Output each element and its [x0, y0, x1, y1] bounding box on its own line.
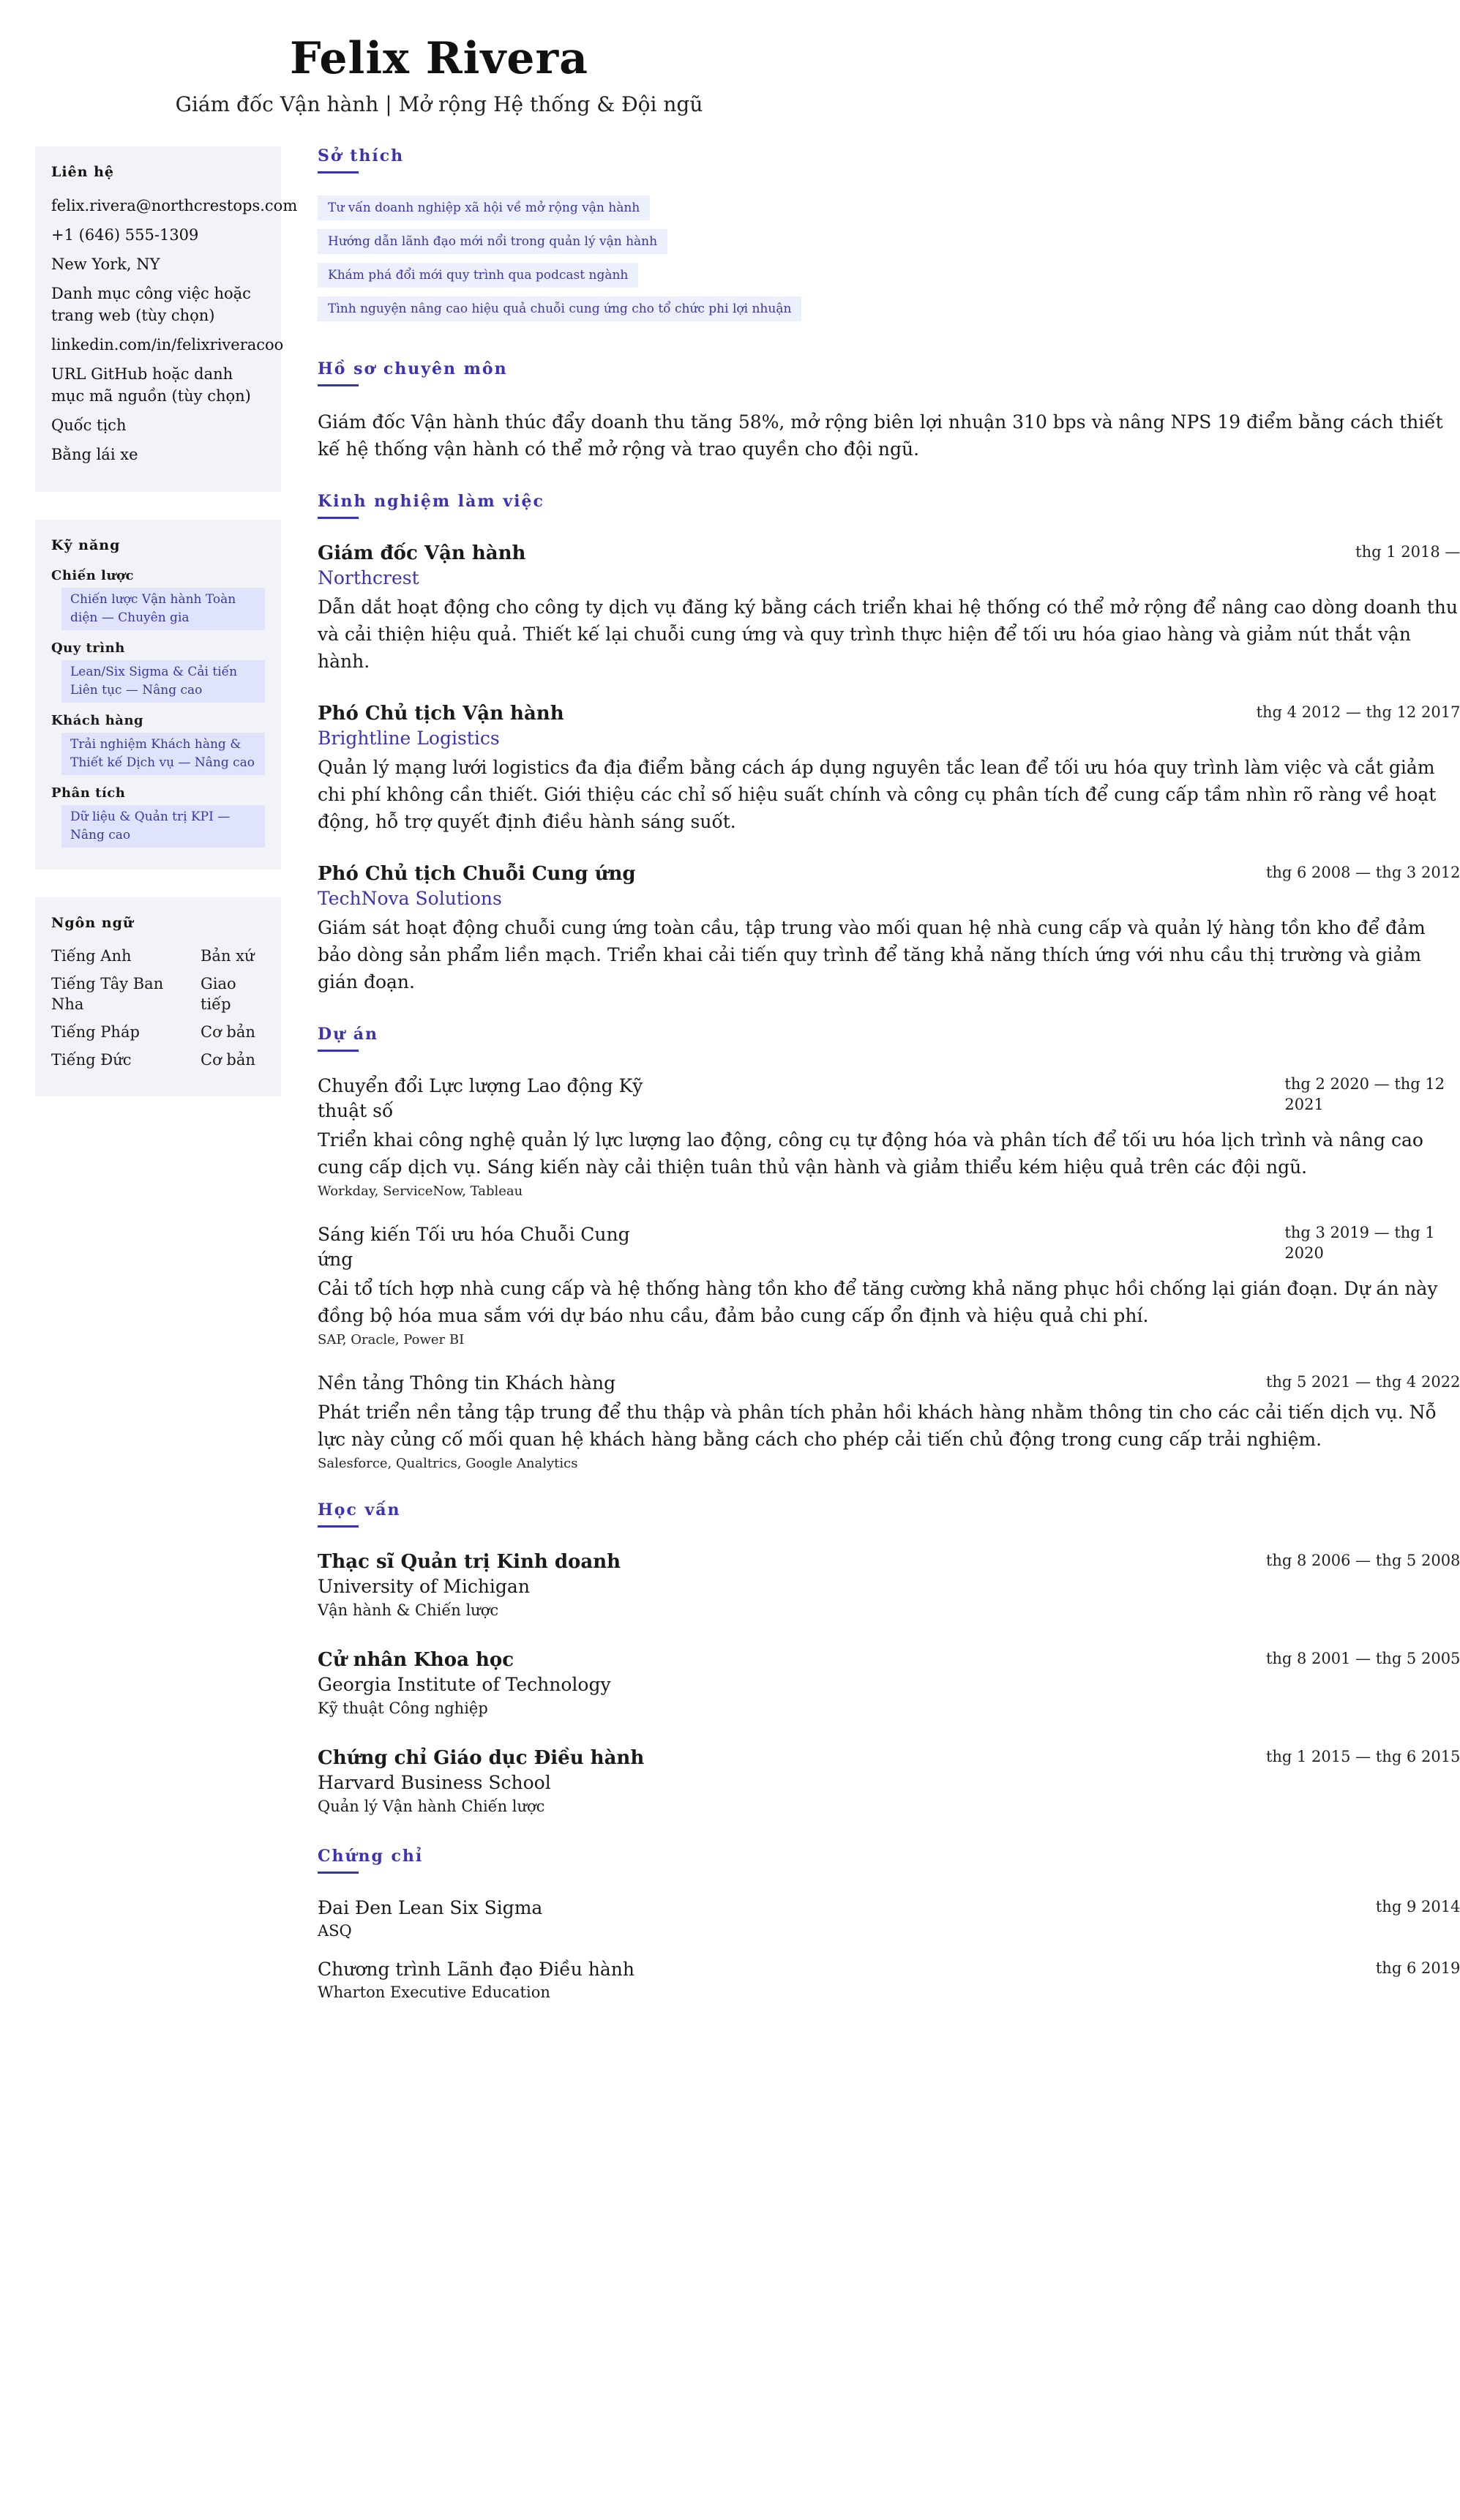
- skills-box: [35, 520, 281, 870]
- education-title: Học vấn: [318, 1500, 401, 1519]
- project-tech: Salesforce, Qualtrics, Google Analytics: [318, 1456, 578, 1471]
- education-date: thg 1 2015 — thg 6 2015: [1265, 1748, 1460, 1765]
- project-title: Sáng kiến Tối ưu hóa Chuỗi Cung ứng: [318, 1224, 630, 1270]
- contact-portfolio[interactable]: Danh mục công việc hoặc trang web (tùy chọn): [51, 285, 251, 324]
- interest-tag: Hướng dẫn lãnh đạo mới nổi trong quản lý vận hành: [318, 229, 667, 254]
- project-date: thg 3 2019 — thg 1 2020: [1284, 1224, 1435, 1262]
- language-level: Cơ bản: [201, 1051, 255, 1069]
- education-date: thg 8 2001 — thg 5 2005: [1265, 1650, 1460, 1667]
- skill-group-process: Quy trình: [51, 640, 125, 656]
- section-divider: [318, 1050, 359, 1052]
- education-field: Quản lý Vận hành Chiến lược: [318, 1798, 545, 1815]
- education-school: Harvard Business School: [318, 1772, 551, 1793]
- certifications-title: Chứng chỉ: [318, 1847, 424, 1866]
- contact-nationality: Quốc tịch: [51, 416, 127, 434]
- project-entry: [318, 1222, 1460, 1347]
- project-title: Nền tảng Thông tin Khách hàng: [318, 1372, 616, 1394]
- education-school: Georgia Institute of Technology: [318, 1674, 611, 1695]
- job-description: Quản lý mạng lưới logistics đa địa điểm bằng cách áp dụng nguyên tắc lean để tối ưu hóa quy trình làm việc và cắt giảm chi phí không cần thiết. Giới thiệu các chỉ số hiệu suất chính và công cụ phân tích để cung cấp tầm nhìn rõ ràng về hoạt động, hỗ trợ quyết định điều hành sáng suốt.: [318, 757, 1437, 832]
- job-date: thg 6 2008 — thg 3 2012: [1265, 864, 1460, 881]
- section-divider: [318, 171, 359, 173]
- contact-email[interactable]: felix.rivera@northcrestops.com: [51, 197, 298, 214]
- profile-summary: Giám đốc Vận hành thúc đẩy doanh thu tăng 58%, mở rộng biên lợi nhuận 310 bps và nâng NPS 19 điểm bằng cách thiết kế hệ thống vận hành có thể mở rộng và trao quyền cho đội ngũ.: [318, 411, 1443, 460]
- project-date: thg 2 2020 — thg 12 2021: [1284, 1075, 1445, 1113]
- interests-title: Sở thích: [318, 146, 405, 165]
- skill-group-analytics: Phân tích: [51, 785, 126, 801]
- language-level: Bản xứ: [201, 947, 255, 965]
- language-name: Tiếng Tây Ban Nha: [51, 975, 164, 1013]
- skill-group-strategy: Chiến lược: [51, 568, 134, 583]
- job-description: Dẫn dắt hoạt động cho công ty dịch vụ đăng ký bằng cách triển khai hệ thống có thể mở rộng để nâng cao dòng doanh thu và cải thiện hiệu quả. Thiết kế lại chuỗi cung ứng và quy trình thực hiện để tối ưu hóa giao hàng và giảm nút thắt vận hành.: [318, 597, 1458, 672]
- education-degree: Chứng chỉ Giáo dục Điều hành: [318, 1747, 645, 1769]
- language-name: Tiếng Anh: [51, 947, 132, 965]
- certification-issuer: ASQ: [318, 1922, 352, 1940]
- interest-tag: Tư vấn doanh nghiệp xã hội về mở rộng vận hành: [318, 195, 650, 220]
- certification-name: Đai Đen Lean Six Sigma: [318, 1897, 543, 1918]
- certifications-section: [318, 1847, 1460, 2003]
- section-divider: [318, 1872, 359, 1874]
- skill-pill: Lean/Six Sigma & Cải tiến Liên tục — Nâng cao: [61, 660, 265, 703]
- job-company: TechNova Solutions: [318, 888, 502, 909]
- skill-pill: Chiến lược Vận hành Toàn diện — Chuyên gia: [61, 588, 265, 630]
- language-name: Tiếng Đức: [51, 1051, 132, 1069]
- job-company: Northcrest: [318, 567, 419, 588]
- project-tech: SAP, Oracle, Power BI: [318, 1332, 465, 1347]
- skills-title: Kỹ năng: [51, 537, 121, 553]
- section-divider: [318, 1525, 359, 1528]
- main-content: [318, 146, 1460, 2032]
- certification-date: thg 9 2014: [1375, 1898, 1460, 1915]
- job-title: Giám đốc Vận hành: [318, 542, 526, 564]
- job-description: Giám sát hoạt động chuỗi cung ứng toàn cầu, tập trung vào mối quan hệ nhà cung cấp và quản lý hàng tồn kho để đảm bảo dòng sản phẩm liền mạch. Triển khai cải tiến quy trình để tăng khả năng thích ứng với nhu cầu thị trường và giảm gián đoạn.: [318, 917, 1426, 992]
- project-title: Chuyển đổi Lực lượng Lao động Kỹ thuật số: [318, 1075, 643, 1121]
- section-divider: [318, 517, 359, 519]
- education-entry: [318, 1648, 1460, 1719]
- project-entry: [318, 1371, 1460, 1471]
- project-description: Phát triển nền tảng tập trung để thu thập và phân tích phản hồi khách hàng nhằm thông tin cho các cải tiến dịch vụ. Nỗ lực này củng cố mối quan hệ khách hàng bằng cách cho phép cải tiến chủ động trong cung cấp trải nghiệm.: [318, 1402, 1437, 1450]
- contact-linkedin[interactable]: linkedin.com/in/felixriveracoo: [51, 336, 284, 354]
- education-entry: [318, 1549, 1460, 1621]
- profile-title: Hồ sơ chuyên môn: [318, 359, 508, 378]
- contact-phone[interactable]: +1 (646) 555-1309: [51, 226, 199, 244]
- certification-name: Chương trình Lãnh đạo Điều hành: [318, 1959, 634, 1980]
- education-section: [318, 1500, 1460, 1817]
- contact-box: [35, 146, 298, 492]
- languages-box: [35, 897, 281, 1096]
- candidate-name: Felix Rivera: [290, 33, 588, 84]
- projects-section: [318, 1025, 1460, 1471]
- projects-title: Dự án: [318, 1025, 378, 1044]
- project-description: Triển khai công nghệ quản lý lực lượng lao động, công cụ tự động hóa và phân tích để tối ưu hóa lịch trình và nâng cao cung cấp dịch vụ. Sáng kiến này cải thiện tuân thủ vận hành và giảm thiểu kém hiệu quả trên các đội ngũ.: [318, 1129, 1423, 1178]
- certification-entry: [318, 1957, 1460, 2003]
- contact-driving-license: Bằng lái xe: [51, 446, 138, 463]
- job-entry: [318, 541, 1460, 675]
- certification-issuer: Wharton Executive Education: [318, 1984, 550, 2001]
- job-title: Phó Chủ tịch Vận hành: [318, 703, 564, 725]
- contact-location: New York, NY: [51, 255, 160, 273]
- job-entry: [318, 861, 1460, 995]
- language-row: [51, 973, 265, 1014]
- experience-title: Kinh nghiệm làm việc: [318, 492, 544, 511]
- interest-tag: Khám phá đổi mới quy trình qua podcast ngành: [318, 263, 638, 288]
- project-tech: Workday, ServiceNow, Tableau: [318, 1184, 523, 1199]
- language-level: Giao tiếp: [201, 975, 236, 1013]
- interests-section: [318, 146, 1460, 330]
- certification-date: thg 6 2019: [1375, 1959, 1460, 1977]
- education-entry: [318, 1746, 1460, 1817]
- job-company: Brightline Logistics: [318, 728, 500, 749]
- job-date: thg 4 2012 — thg 12 2017: [1256, 703, 1460, 721]
- interest-tags: [318, 195, 1460, 330]
- languages-title: Ngôn ngữ: [51, 915, 134, 931]
- job-title: Phó Chủ tịch Chuỗi Cung ứng: [318, 863, 636, 885]
- interest-tag: Tình nguyện nâng cao hiệu quả chuỗi cung ứng cho tổ chức phi lợi nhuận: [318, 296, 801, 321]
- project-date: thg 5 2021 — thg 4 2022: [1265, 1373, 1460, 1391]
- contact-github[interactable]: URL GitHub hoặc danh mục mã nguồn (tùy chọn): [51, 365, 251, 405]
- language-row: [51, 1050, 265, 1070]
- contact-title: Liên hệ: [51, 164, 114, 180]
- certification-entry: [318, 1896, 1460, 1941]
- section-divider: [318, 384, 359, 386]
- skill-pill: Trải nghiệm Khách hàng & Thiết kế Dịch vụ — Nâng cao: [61, 733, 265, 775]
- language-row: [51, 1022, 265, 1042]
- project-description: Cải tổ tích hợp nhà cung cấp và hệ thống hàng tồn kho để tăng cường khả năng phục hồi chống lại gián đoạn. Dự án này đồng bộ hóa mua sắm với dự báo nhu cầu, đảm bảo cung cấp ổn định và hiệu quả chi phí.: [318, 1278, 1438, 1326]
- candidate-tagline: Giám đốc Vận hành | Mở rộng Hệ thống & Đội ngũ: [175, 92, 703, 116]
- experience-section: [318, 492, 1460, 995]
- education-school: University of Michigan: [318, 1576, 530, 1597]
- language-row: [51, 946, 265, 966]
- sidebar: [35, 146, 298, 2032]
- language-name: Tiếng Pháp: [51, 1023, 140, 1041]
- education-field: Vận hành & Chiến lược: [318, 1601, 499, 1619]
- project-entry: [318, 1074, 1460, 1199]
- job-date: thg 1 2018 —: [1355, 543, 1460, 561]
- education-degree: Cử nhân Khoa học: [318, 1649, 514, 1671]
- job-entry: [318, 701, 1460, 835]
- language-level: Cơ bản: [201, 1023, 255, 1041]
- profile-section: [318, 359, 1460, 463]
- education-degree: Thạc sĩ Quản trị Kinh doanh: [318, 1551, 621, 1573]
- resume-header: [0, 0, 878, 146]
- education-field: Kỹ thuật Công nghiệp: [318, 1700, 488, 1717]
- skill-pill: Dữ liệu & Quản trị KPI — Nâng cao: [61, 805, 265, 848]
- education-date: thg 8 2006 — thg 5 2008: [1265, 1552, 1460, 1569]
- skill-group-customer: Khách hàng: [51, 713, 144, 728]
